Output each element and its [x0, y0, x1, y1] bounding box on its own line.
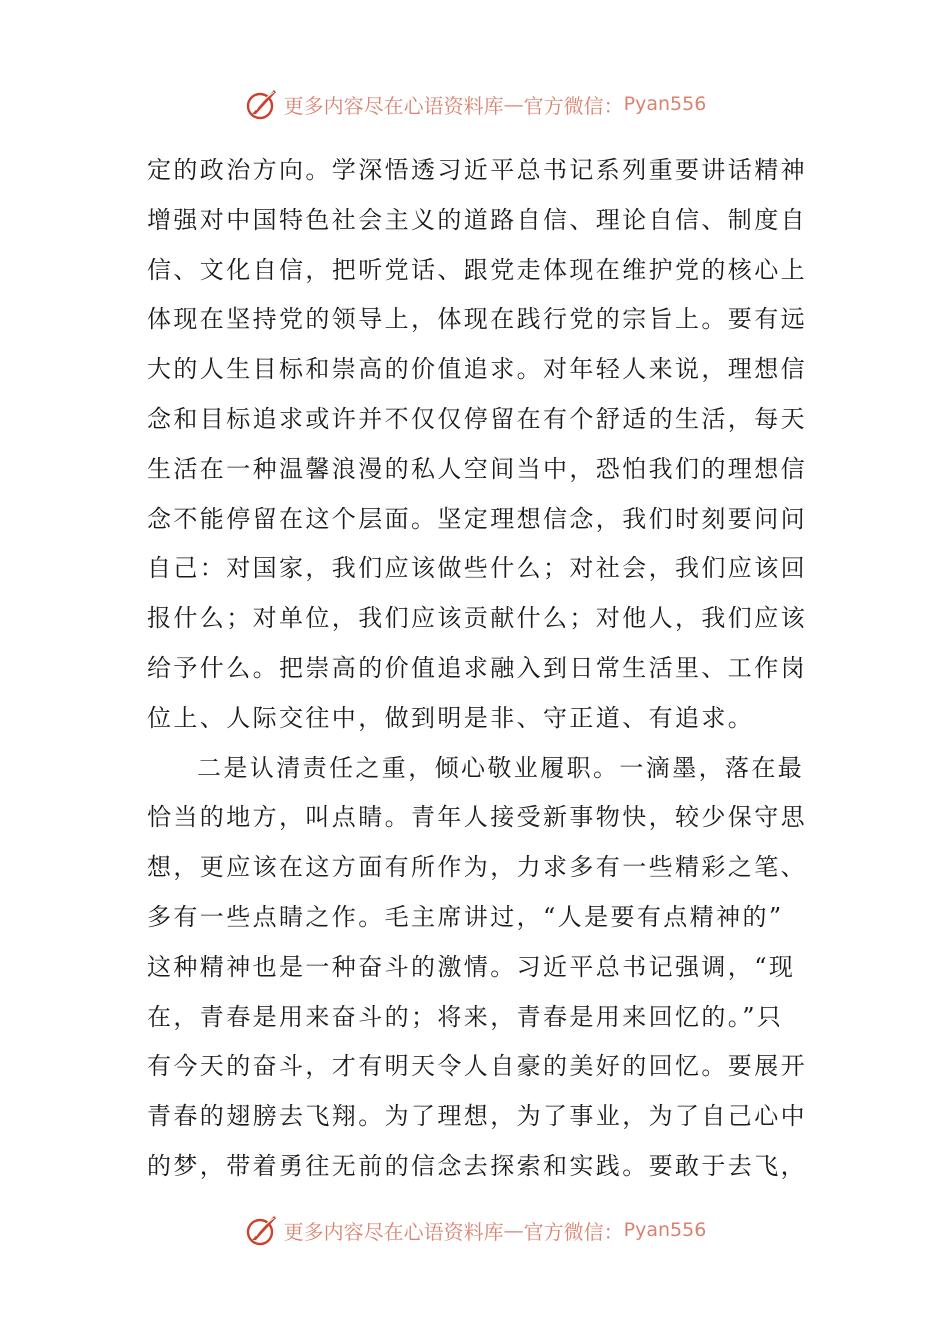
text-line: 念不能停留在这个层面。坚定理想信念，我们时刻要问问	[147, 504, 807, 533]
text-line: 念和目标追求或许并不仅仅停留在有个舒适的生活，每天	[147, 404, 807, 433]
text-line: 想，更应该在这方面有所作为，力求多有一些精彩之笔、	[147, 853, 807, 882]
text-line: 报什么；对单位，我们应该贡献什么；对他人，我们应该	[147, 604, 807, 633]
text-line: 增强对中国特色社会主义的道路自信、理论自信、制度自	[147, 205, 807, 234]
text-line: 在，青春是用来奋斗的；将来，青春是用来回忆的。”只	[147, 1002, 784, 1031]
watermark-separator: —	[503, 92, 524, 116]
watermark-separator: —	[503, 1218, 524, 1242]
text-line: 定的政治方向。学深悟透习近平总书记系列重要讲话精神	[147, 156, 807, 184]
text-line: 给予什么。把崇高的价值追求融入到日常生活里、工作岗	[147, 653, 807, 682]
text-line: 大的人生目标和崇高的价值追求。对年轻人来说，理想信	[147, 355, 807, 384]
text-line: 生活在一种温馨浪漫的私人空间当中，恐怕我们的理想信	[147, 454, 807, 483]
watermark-wechat-label: 官方微信：	[523, 93, 624, 118]
text-line: 青春的翅膀去飞翔。为了理想，为了事业，为了自己心中	[147, 1102, 807, 1131]
footer-watermark	[0, 1210, 950, 1250]
text-line: 多有一些点睛之作。毛主席讲过，“人是要有点精神的”	[147, 902, 784, 931]
watermark-wechat-handle: Pyan556	[623, 1219, 707, 1241]
watermark-wechat-handle: Pyan556	[623, 93, 707, 115]
text-line: 体现在坚持党的领导上，体现在践行党的宗旨上。要有远	[147, 305, 807, 334]
watermark-site-text: 更多内容尽在心语资料库	[283, 93, 504, 118]
watermark-site-text: 更多内容尽在心语资料库	[283, 1219, 504, 1244]
text-line: 有今天的奋斗，才有明天令人自豪的美好的回忆。要展开	[147, 1052, 807, 1081]
quill-logo-icon	[244, 1212, 280, 1248]
document-body	[147, 146, 807, 1192]
paragraph-start-line: 二是认清责任之重，倾心敬业履职。一滴墨，落在最	[197, 753, 805, 782]
text-line: 的梦，带着勇往无前的信念去探索和实践。要敢于去飞，	[147, 1151, 807, 1180]
watermark-wechat-label: 官方微信：	[523, 1219, 624, 1244]
text-line: 自己：对国家，我们应该做些什么；对社会，我们应该回	[147, 554, 807, 583]
text-line: 这种精神也是一种奋斗的激情。习近平总书记强调，“现	[147, 952, 796, 981]
text-line: 位上、人际交往中，做到明是非、守正道、有追求。	[147, 703, 755, 732]
text-line: 恰当的地方，叫点睛。青年人接受新事物快，较少保守思	[147, 803, 807, 832]
header-watermark	[0, 84, 950, 124]
quill-logo-icon	[244, 86, 280, 122]
text-line: 信、文化自信，把听党话、跟党走体现在维护党的核心上	[147, 255, 807, 284]
